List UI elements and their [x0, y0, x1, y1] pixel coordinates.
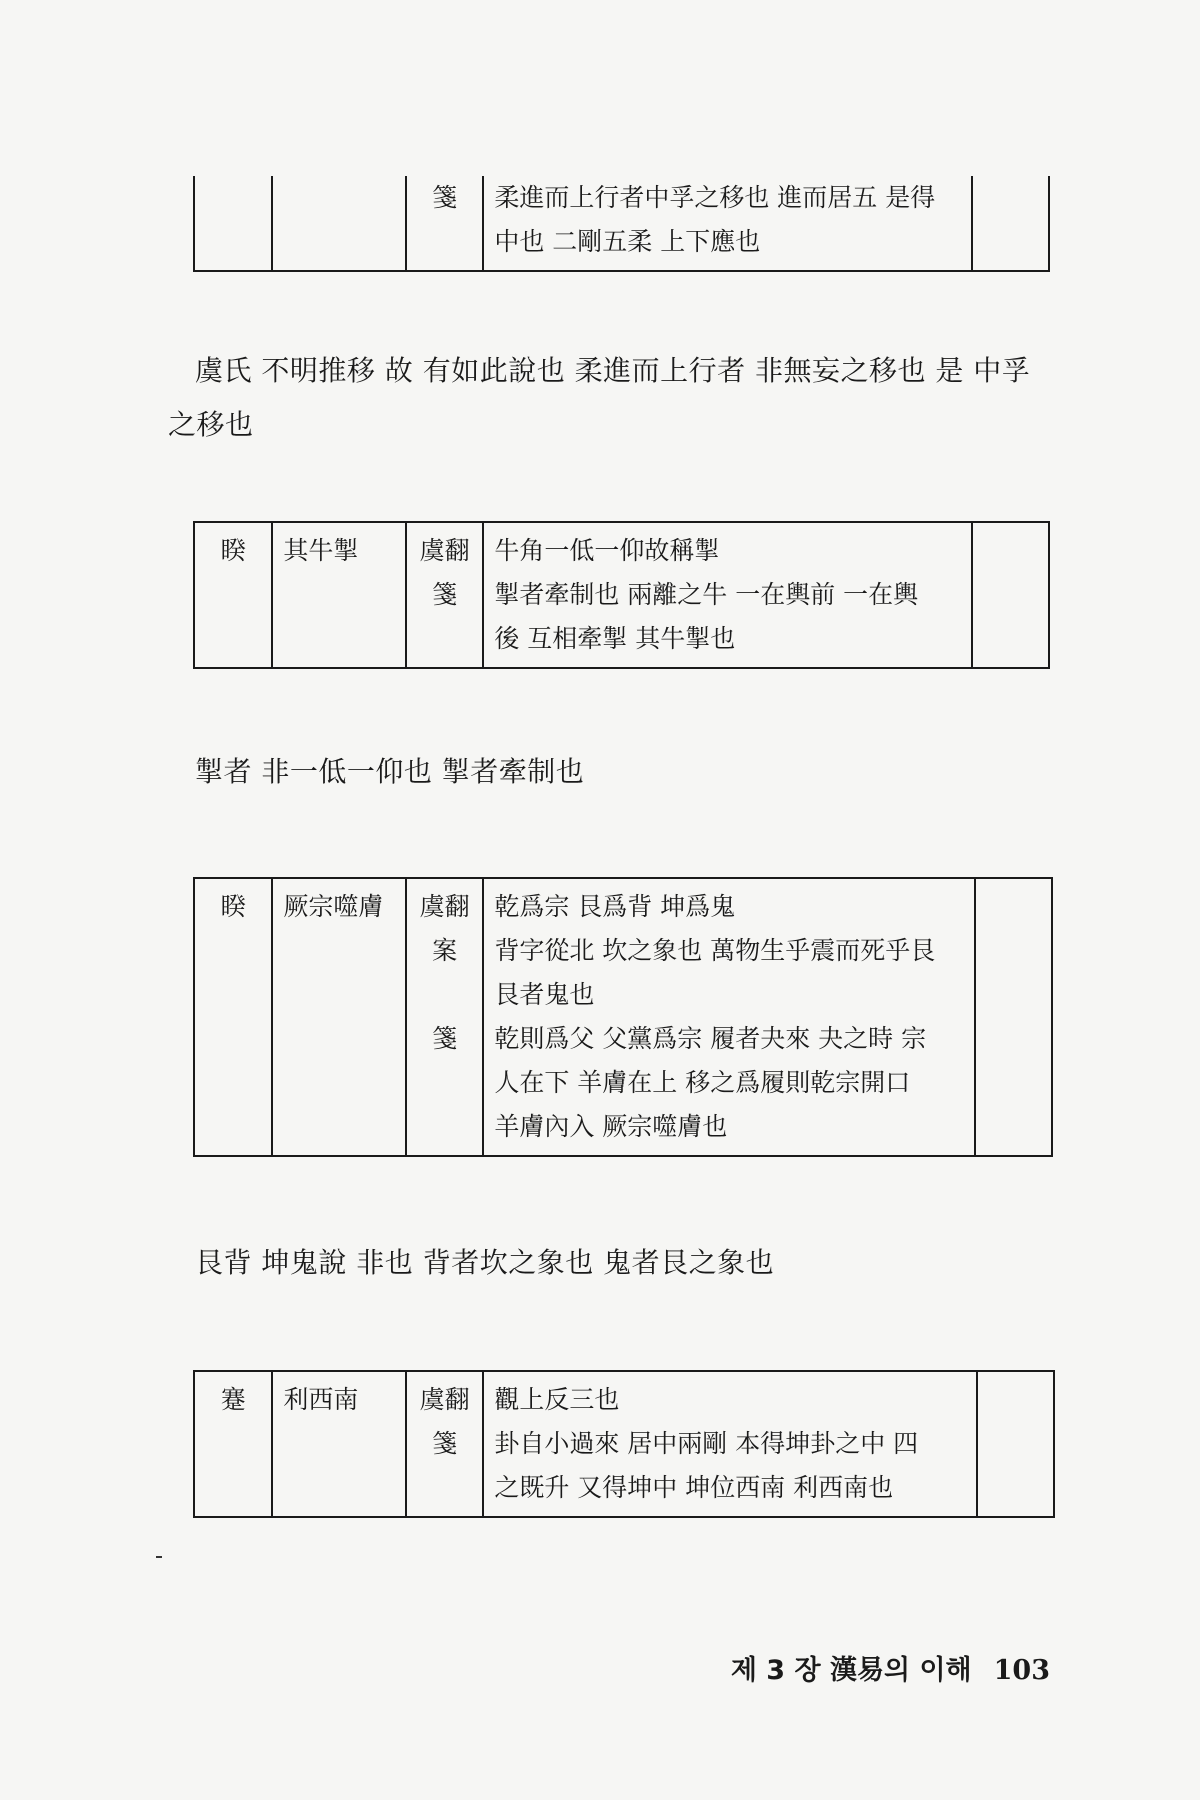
table-row	[194, 522, 1049, 668]
table-row	[194, 176, 1049, 271]
commentary-cell	[483, 522, 971, 668]
gloss-table-3	[193, 877, 1053, 1157]
commentary-line: 之既升 又得坤中 坤位西南 利西南也	[494, 1473, 894, 1502]
source-label: 虞翻	[419, 892, 470, 921]
paragraph-2: 掣者 非一低一仰也 掣者牽制也	[195, 755, 585, 788]
table-row	[194, 878, 1052, 1156]
paragraph-3: 艮背 坤鬼說 非也 背者坎之象也 鬼者艮之象也	[195, 1246, 775, 1279]
source-label: 箋	[432, 1429, 458, 1458]
gloss-table-1	[193, 176, 1050, 272]
gua-cell: 睽	[194, 522, 272, 668]
gua-cell	[194, 176, 272, 271]
phrase-cell: 厥宗噬膚	[272, 878, 406, 1156]
commentary-cell	[483, 176, 971, 271]
phrase-cell: 其牛掣	[272, 522, 406, 668]
note-cell	[977, 1371, 1054, 1517]
note-cell	[975, 878, 1052, 1156]
stray-mark	[156, 1556, 162, 1558]
commentary-line: 掣者牽制也 兩離之牛 一在輿前 一在輿	[494, 580, 919, 609]
commentary-line: 柔進而上行者中孚之移也 進而居五 是得	[494, 183, 936, 212]
source-label: 箋	[432, 183, 458, 212]
source-cell	[406, 176, 483, 271]
source-label: 案	[432, 936, 458, 965]
source-cell	[406, 522, 483, 668]
commentary-line: 中也 二剛五柔 上下應也	[494, 227, 761, 256]
commentary-line: 後 互相牽掣 其牛掣也	[494, 624, 736, 653]
commentary-line: 背字從北 坎之象也 萬物生乎震而死乎艮	[494, 936, 936, 965]
note-cell	[972, 522, 1049, 668]
commentary-line: 乾爲宗 艮爲背 坤爲鬼	[494, 892, 736, 921]
gua-cell: 蹇	[194, 1371, 272, 1517]
commentary-line: 人在下 羊膚在上 移之爲履則乾宗開口	[494, 1068, 911, 1097]
commentary-line: 乾則爲父 父黨爲宗 履者夬來 夬之時 宗	[494, 1024, 927, 1053]
source-label: 箋	[432, 580, 458, 609]
paragraph-1: 虞氏 不明推移 故 有如此說也 柔進而上行者 非無妄之移也 是 中孚之移也	[168, 354, 1031, 441]
note-cell	[972, 176, 1049, 271]
page-number: 103	[993, 1655, 1050, 1686]
chapter-title: 제 3 장 漢易의 이해	[730, 1655, 972, 1686]
gloss-table-2	[193, 521, 1050, 669]
commentary-line: 艮者鬼也	[494, 980, 595, 1009]
page-footer	[680, 1648, 1050, 1687]
source-label: 虞翻	[419, 536, 470, 565]
commentary-line: 卦自小過來 居中兩剛 本得坤卦之中 四	[494, 1429, 919, 1458]
source-cell	[406, 878, 483, 1156]
phrase-cell	[272, 176, 406, 271]
commentary-line: 觀上反三也	[494, 1385, 620, 1414]
source-cell	[406, 1371, 483, 1517]
source-label: 箋	[432, 1024, 458, 1053]
commentary-cell	[483, 878, 974, 1156]
commentary-cell	[483, 1371, 976, 1517]
table-row	[194, 1371, 1054, 1517]
gloss-table-4	[193, 1370, 1055, 1518]
commentary-line: 牛角一低一仰故稱掣	[494, 536, 720, 565]
gua-cell: 睽	[194, 878, 272, 1156]
commentary-line: 羊膚內入 厥宗噬膚也	[494, 1112, 728, 1141]
source-label	[413, 973, 476, 1017]
source-label: 虞翻	[419, 1385, 470, 1414]
phrase-cell: 利西南	[272, 1371, 406, 1517]
